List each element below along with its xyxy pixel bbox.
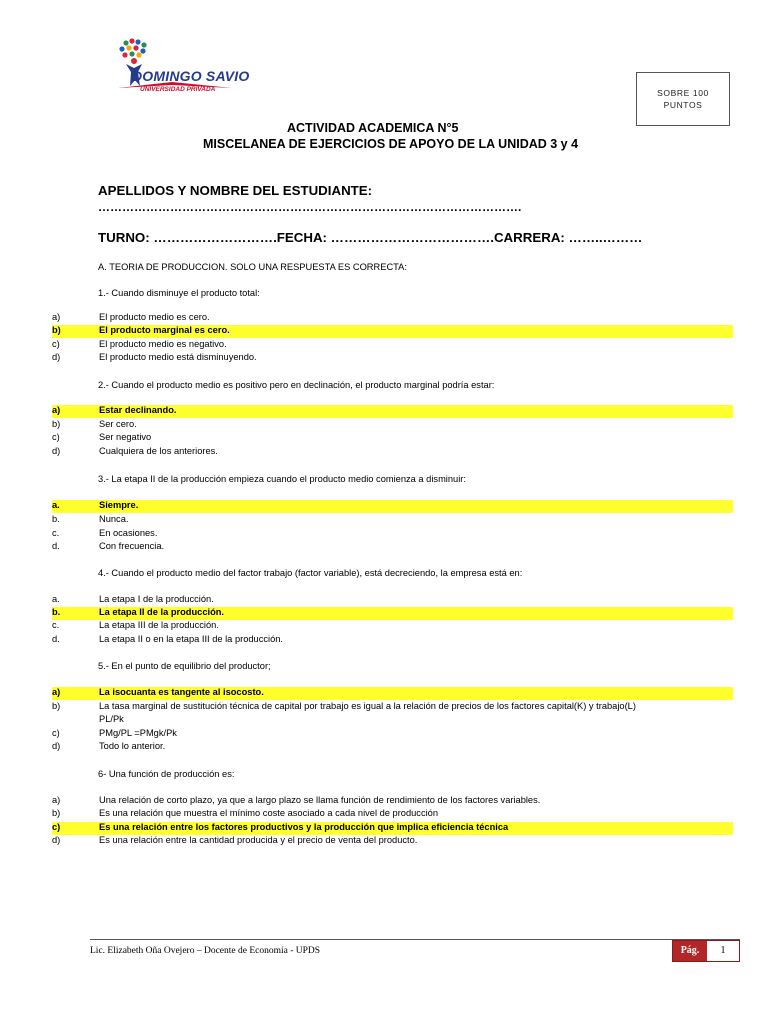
option-4d — [52, 634, 733, 647]
option-label: c) — [52, 339, 60, 349]
page-number: 1 — [720, 945, 726, 956]
footer-divider — [90, 939, 740, 940]
option-text: El producto medio está disminuyendo. — [99, 352, 257, 362]
option-label: c. — [52, 620, 60, 630]
option-label: d) — [52, 352, 61, 362]
option-5b — [52, 701, 733, 714]
option-label: b. — [52, 607, 61, 617]
option-label: c) — [52, 432, 60, 442]
option-text: La etapa III de la producción. — [99, 620, 219, 630]
section-title: A. TEORIA DE PRODUCCION. SOLO UNA RESPUESTA ES CORRECTA: — [98, 262, 407, 272]
page-subtitle: MISCELANEA DE EJERCICIOS DE APOYO DE LA UNIDAD 3 y 4 — [203, 137, 579, 151]
option-label: a. — [52, 594, 60, 604]
option-5b-continuation: PL/Pk — [99, 714, 124, 724]
option-6a — [52, 795, 733, 808]
option-2b — [52, 419, 733, 432]
option-6d — [52, 835, 733, 848]
option-1c — [52, 339, 733, 352]
question-2: 2.- Cuando el producto medio es positivo pero en declinación, el producto marginal podría estar: — [98, 380, 495, 390]
question-6: 6- Una función de producción es: — [98, 769, 235, 779]
option-label: c) — [52, 728, 60, 738]
option-4b-correct — [52, 607, 733, 620]
option-label: a. — [52, 500, 60, 510]
option-2c — [52, 432, 733, 445]
question-5: 5.- En el punto de equilibrio del productor; — [98, 661, 271, 671]
option-3d — [52, 541, 733, 554]
option-text: PMg/PL =PMgk/Pk — [99, 728, 177, 738]
option-text: Ser negativo — [99, 432, 152, 442]
option-label: d) — [52, 835, 61, 845]
option-label: b) — [52, 325, 61, 335]
option-text: La etapa I de la producción. — [99, 594, 214, 604]
university-logo — [112, 38, 250, 98]
option-4c — [52, 620, 733, 633]
question-3: 3.- La etapa II de la producción empieza cuando el producto medio comienza a disminuir: — [98, 474, 466, 484]
option-text: Es una relación que muestra el mínimo coste asociado a cada nivel de producción — [99, 808, 439, 818]
option-3a-correct — [52, 500, 733, 513]
option-text: Nunca. — [99, 514, 129, 524]
option-text: La etapa II o en la etapa III de la producción. — [99, 634, 284, 644]
logo-subtitle: UNIVERSIDAD PRIVADA — [140, 86, 216, 93]
option-6b — [52, 808, 733, 821]
option-6c-correct — [52, 822, 733, 835]
option-1d — [52, 352, 733, 365]
option-label: d. — [52, 634, 60, 644]
student-name-blank: ……………………………………………………………………………………………. — [98, 200, 522, 214]
option-5a-correct — [52, 687, 733, 700]
score-line-1: SOBRE 100 — [657, 88, 709, 98]
option-label: c) — [52, 822, 61, 832]
option-4a — [52, 594, 733, 607]
option-label: c. — [52, 528, 60, 538]
option-3b — [52, 514, 733, 527]
option-text: El producto marginal es cero. — [99, 325, 230, 335]
score-line-2: PUNTOS — [663, 100, 703, 110]
option-text: Con frecuencia. — [99, 541, 165, 551]
page-title: ACTIVIDAD ACADEMICA N°5 — [287, 121, 459, 135]
option-text: Es una relación entre la cantidad producida y el precio de venta del producto. — [99, 835, 418, 845]
option-text: Es una relación entre los factores productivos y la producción que implica eficiencia técnica — [99, 822, 509, 832]
option-text: Siempre. — [99, 500, 139, 510]
student-name-label: APELLIDOS Y NOMBRE DEL ESTUDIANTE: — [98, 183, 373, 198]
option-label: a) — [52, 795, 61, 805]
option-text: La etapa II de la producción. — [99, 607, 225, 617]
option-text: La tasa marginal de sustitución técnica de capital por trabajo es igual a la relación de precios de los factores capital(K) y trabajo(L) — [99, 701, 636, 711]
option-5c — [52, 728, 733, 741]
option-text: Todo lo anterior. — [99, 741, 166, 751]
page-label: Pág. — [673, 941, 707, 961]
score-box — [636, 72, 730, 126]
option-label: b) — [52, 808, 61, 818]
option-label: d) — [52, 446, 61, 456]
question-4: 4.- Cuando el producto medio del factor trabajo (factor variable), está decreciendo, la empresa está en: — [98, 568, 523, 578]
option-label: b) — [52, 701, 61, 711]
option-text: Ser cero. — [99, 419, 137, 429]
option-label: a) — [52, 312, 61, 322]
option-2a-correct — [52, 405, 733, 418]
footer-author: Lic. Elizabeth Oña Ovejero – Docente de Economía - UPDS — [90, 946, 321, 956]
turno-fecha-carrera-line: TURNO: ……………………….FECHA: ……………………………….CARRERA: ……..……… — [98, 230, 643, 245]
option-label: d) — [52, 741, 61, 751]
option-text: Una relación de corto plazo, ya que a largo plazo se llama función de rendimiento de los factores variables. — [99, 795, 541, 805]
option-text: El producto medio es cero. — [99, 312, 210, 322]
option-text: El producto medio es negativo. — [99, 339, 227, 349]
option-text: La isocuanta es tangente al isocosto. — [99, 687, 264, 697]
option-label: a) — [52, 687, 61, 697]
option-text: Cualquiera de los anteriores. — [99, 446, 218, 456]
option-5d — [52, 741, 733, 754]
option-2d — [52, 446, 733, 459]
option-label: d. — [52, 541, 60, 551]
question-1: 1.- Cuando disminuye el producto total: — [98, 288, 260, 298]
option-1a — [52, 312, 733, 325]
option-label: b. — [52, 514, 60, 524]
option-label: b) — [52, 419, 61, 429]
option-label: a) — [52, 405, 61, 415]
option-3c — [52, 528, 733, 541]
option-text: En ocasiones. — [99, 528, 158, 538]
option-text: Estar declinando. — [99, 405, 177, 415]
logo-title: DOMINGO SAVIO — [132, 68, 250, 84]
option-1b-correct — [52, 325, 733, 338]
page-number-box — [672, 940, 740, 962]
